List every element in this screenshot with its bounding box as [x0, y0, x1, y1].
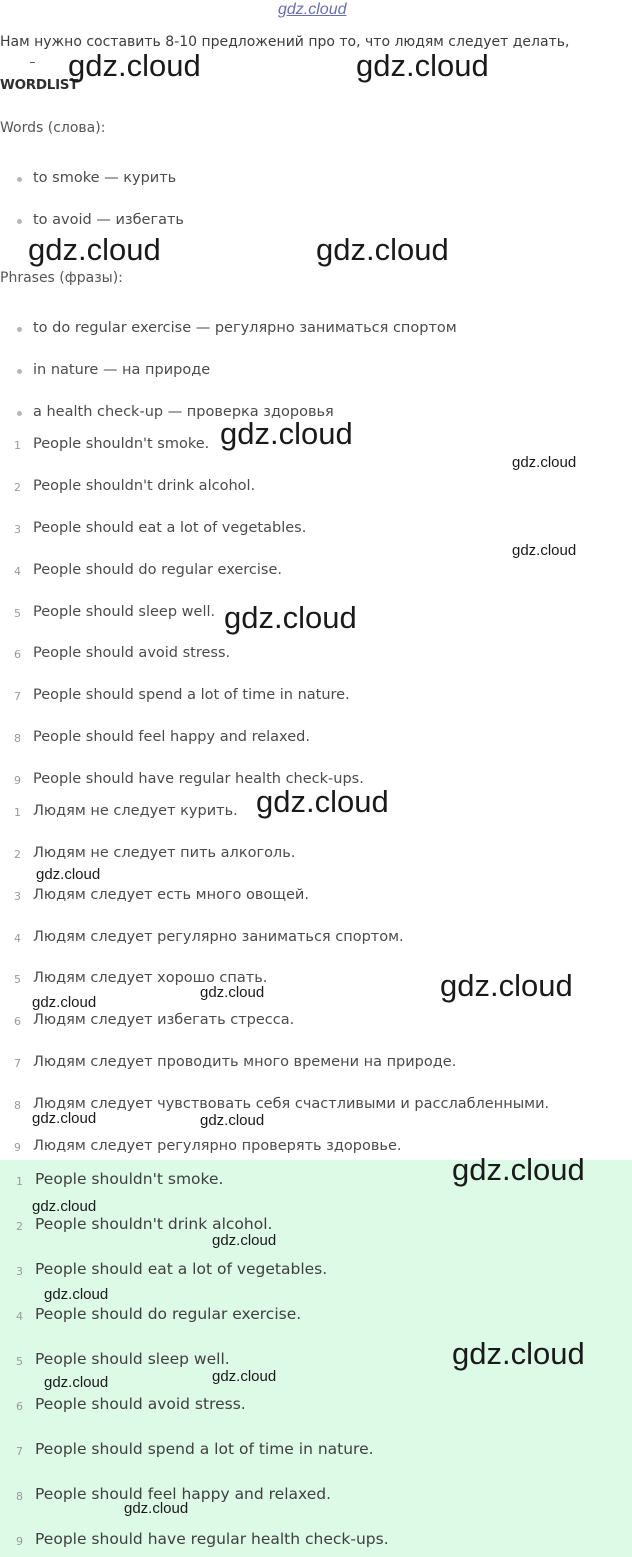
- decorative-dash: [30, 62, 35, 63]
- answer-sentence: People should do regular exercise.: [35, 1305, 302, 1323]
- watermark: gdz.cloud: [212, 1232, 277, 1249]
- watermark: gdz.cloud: [68, 48, 201, 83]
- sentence-en: People should eat a lot of vegetables.: [33, 520, 307, 536]
- item-number: 3: [14, 523, 21, 536]
- watermark: gdz.cloud: [452, 1336, 585, 1371]
- item-number: 2: [14, 848, 21, 861]
- item-number: 8: [14, 732, 21, 745]
- item-number: 2: [16, 1220, 23, 1233]
- phrase-item: in nature — на природе: [33, 362, 211, 378]
- item-number: 8: [16, 1490, 23, 1503]
- words-heading: Words (слова):: [0, 120, 106, 136]
- phrases-heading: Phrases (фразы):: [0, 270, 123, 286]
- bullet-icon: [17, 177, 22, 182]
- intro-text: Нам нужно составить 8-10 предложений про то, что людям следует делать,: [0, 34, 570, 50]
- watermark: gdz.cloud: [200, 1112, 265, 1129]
- phrase-item: to do regular exercise — регулярно заниматься спортом: [33, 320, 457, 336]
- sentence-en: People should spend a lot of time in nature.: [33, 687, 350, 703]
- watermark: gdz.cloud: [32, 1198, 97, 1215]
- watermark: gdz.cloud: [512, 454, 577, 471]
- phrase-item: a health check-up — проверка здоровья: [33, 404, 334, 420]
- item-number: 6: [14, 648, 21, 661]
- bullet-icon: [17, 411, 22, 416]
- word-item: to smoke — курить: [33, 170, 177, 186]
- sentence-ru: Людям не следует пить алкоголь.: [33, 845, 296, 861]
- item-number: 9: [14, 774, 21, 787]
- answer-sentence: People shouldn't drink alcohol.: [35, 1215, 273, 1233]
- sentence-en: People shouldn't drink alcohol.: [33, 478, 256, 494]
- watermark: gdz.cloud: [512, 542, 577, 559]
- watermark: gdz.cloud: [32, 1110, 97, 1127]
- answer-sentence: People should have regular health check-ups.: [35, 1530, 389, 1548]
- watermark: gdz.cloud: [32, 994, 97, 1011]
- watermark: gdz.cloud: [356, 48, 489, 83]
- item-number: 3: [14, 890, 21, 903]
- watermark-link[interactable]: gdz.cloud: [278, 1, 347, 18]
- sentence-ru: Людям следует регулярно проверять здоровье.: [33, 1138, 402, 1154]
- item-number: 2: [14, 481, 21, 494]
- word-item: to avoid — избегать: [33, 212, 184, 228]
- watermark: gdz.cloud: [224, 600, 357, 635]
- sentence-ru: Людям следует проводить много времени на природе.: [33, 1054, 457, 1070]
- watermark: gdz.cloud: [36, 866, 101, 883]
- item-number: 3: [16, 1265, 23, 1278]
- item-number: 8: [14, 1099, 21, 1112]
- bullet-icon: [17, 369, 22, 374]
- item-number: 6: [14, 1015, 21, 1028]
- sentence-en: People should sleep well.: [33, 604, 216, 620]
- answer-sentence: People should spend a lot of time in nature.: [35, 1440, 374, 1458]
- item-number: 6: [16, 1400, 23, 1413]
- watermark: gdz.cloud: [220, 416, 353, 451]
- answer-sentence: People should sleep well.: [35, 1350, 230, 1368]
- item-number: 5: [14, 607, 21, 620]
- sentence-ru: Людям следует есть много овощей.: [33, 887, 309, 903]
- watermark: gdz.cloud: [200, 984, 265, 1001]
- watermark: gdz.cloud: [124, 1500, 189, 1517]
- item-number: 7: [14, 690, 21, 703]
- sentence-ru: Людям следует хорошо спать.: [33, 970, 268, 986]
- watermark: gdz.cloud: [440, 968, 573, 1003]
- item-number: 5: [16, 1355, 23, 1368]
- watermark: gdz.cloud: [44, 1374, 109, 1391]
- watermark: gdz.cloud: [212, 1368, 277, 1385]
- watermark: gdz.cloud: [316, 232, 449, 267]
- item-number: 9: [14, 1141, 21, 1154]
- bullet-icon: [17, 327, 22, 332]
- sentence-ru: Людям следует регулярно заниматься спортом.: [33, 929, 404, 945]
- answer-sentence: People should feel happy and relaxed.: [35, 1485, 332, 1503]
- sentence-en: People should have regular health check-ups.: [33, 771, 364, 787]
- sentence-ru: Людям следует чувствовать себя счастливыми и расслабленными.: [33, 1096, 550, 1112]
- item-number: 1: [14, 439, 21, 452]
- watermark: gdz.cloud: [256, 784, 389, 819]
- item-number: 5: [14, 973, 21, 986]
- item-number: 7: [14, 1057, 21, 1070]
- item-number: 4: [16, 1310, 23, 1323]
- sentence-en: People should do regular exercise.: [33, 562, 283, 578]
- item-number: 4: [14, 565, 21, 578]
- watermark: gdz.cloud: [452, 1152, 585, 1187]
- sentence-en: People shouldn't smoke.: [33, 436, 210, 452]
- wordlist-heading: WORDLIST: [0, 77, 79, 93]
- answer-sentence: People should avoid stress.: [35, 1395, 246, 1413]
- bullet-icon: [17, 219, 22, 224]
- item-number: 1: [16, 1175, 23, 1188]
- watermark: gdz.cloud: [28, 232, 161, 267]
- answer-sentence: People shouldn't smoke.: [35, 1170, 224, 1188]
- sentence-en: People should avoid stress.: [33, 645, 231, 661]
- sentence-ru: Людям следует избегать стресса.: [33, 1012, 295, 1028]
- item-number: 7: [16, 1445, 23, 1458]
- item-number: 4: [14, 932, 21, 945]
- sentence-en: People should feel happy and relaxed.: [33, 729, 310, 745]
- sentence-ru: Людям не следует курить.: [33, 803, 238, 819]
- watermark: gdz.cloud: [44, 1286, 109, 1303]
- answer-sentence: People should eat a lot of vegetables.: [35, 1260, 328, 1278]
- item-number: 9: [16, 1535, 23, 1548]
- item-number: 1: [14, 806, 21, 819]
